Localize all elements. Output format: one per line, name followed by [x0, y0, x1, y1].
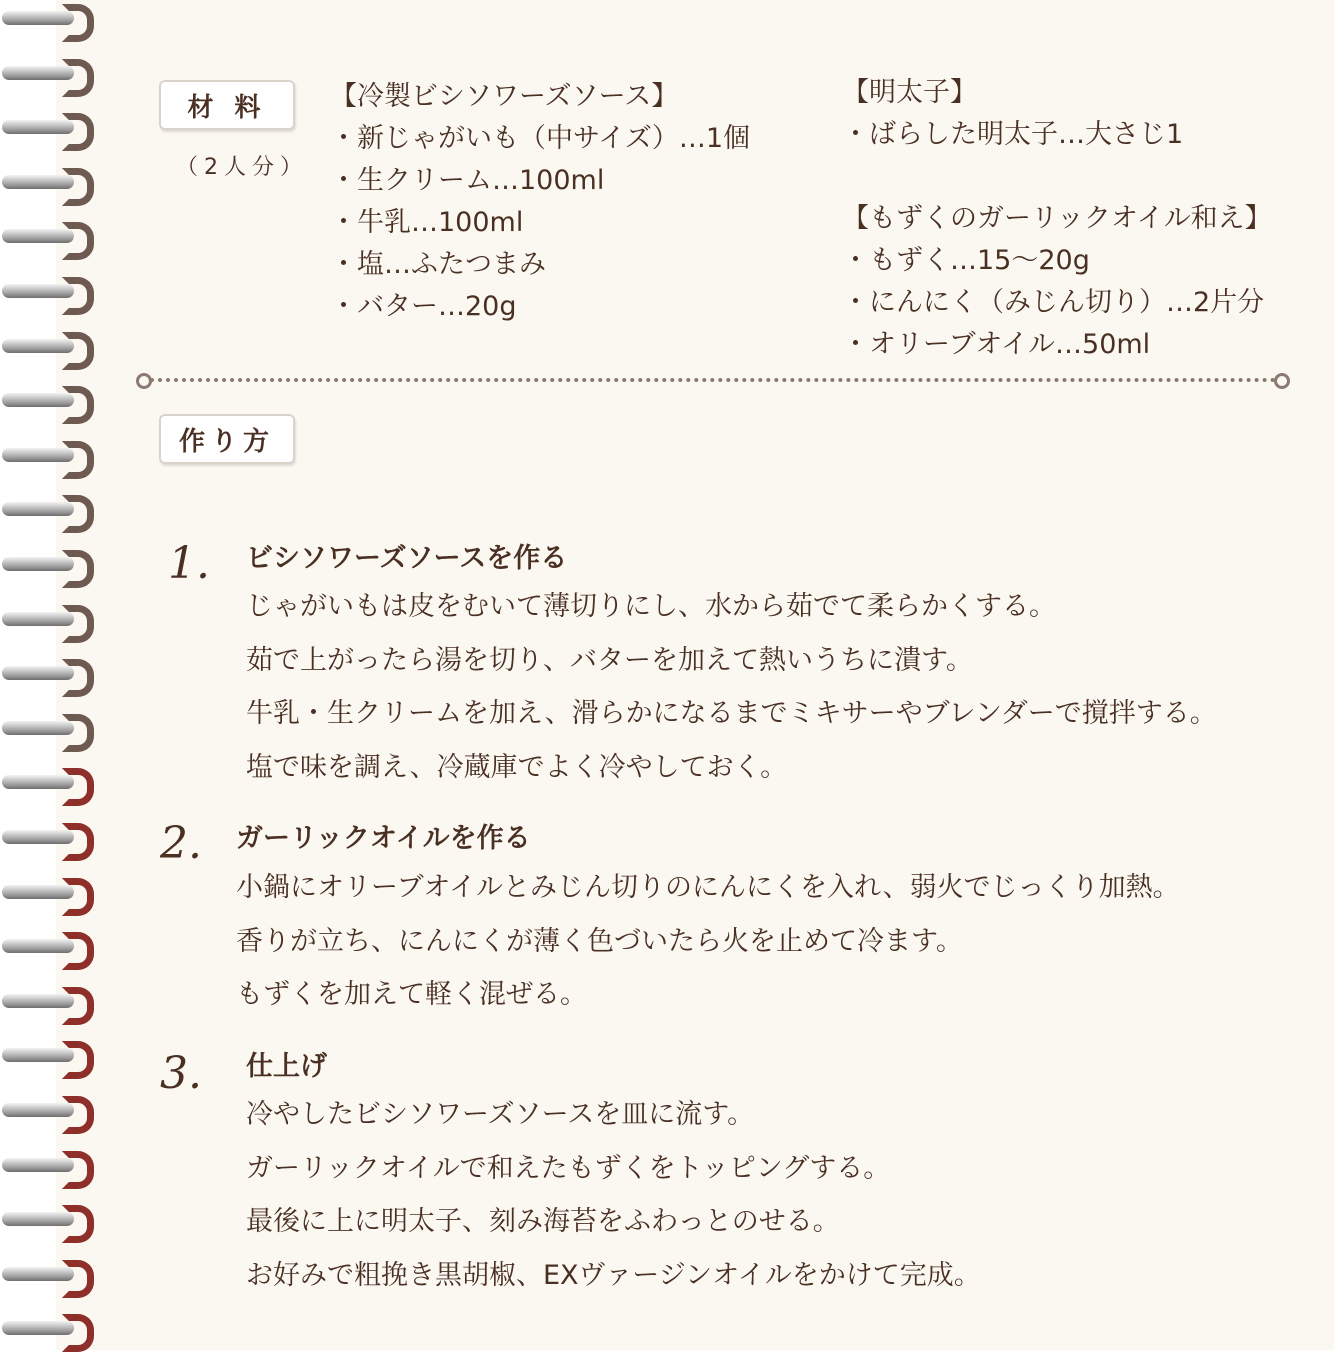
ring-hook — [62, 932, 94, 970]
step-number: 3. — [160, 1048, 202, 1099]
spiral-ring — [0, 1094, 100, 1124]
ring-hook — [62, 1205, 94, 1243]
ring-hook — [62, 332, 94, 370]
spiral-ring — [0, 275, 100, 305]
ingredient-line: ・にんにく（みじん切り）…2片分 — [842, 287, 1265, 318]
ingredient-line: ・バター…20g — [330, 291, 517, 322]
ring-hook — [62, 222, 94, 260]
ring-hook — [62, 1151, 94, 1189]
step-line: 香りが立ち、にんにくが薄く色づいたら火を止めて冷ます。 — [236, 925, 963, 957]
ring-hook — [62, 605, 94, 643]
ring-hook — [62, 168, 94, 206]
spiral-ring — [0, 1203, 100, 1233]
spiral-binding — [0, 0, 110, 1350]
ingredient-line: 【冷製ビシソワーズソース】 — [330, 81, 679, 112]
ring-hook — [62, 277, 94, 315]
spiral-ring — [0, 493, 100, 523]
servings-label: （2人分） — [176, 155, 308, 180]
ingredient-line: ・ばらした明太子…大さじ1 — [842, 119, 1184, 150]
ingredient-line: ・生クリーム…100ml — [330, 165, 605, 196]
spiral-ring — [0, 876, 100, 906]
step-line: 塩で味を調え、冷蔵庫でよく冷やしておく。 — [246, 751, 788, 783]
spiral-ring — [0, 166, 100, 196]
ingredients-left-column — [330, 76, 750, 328]
ring-hook — [62, 878, 94, 916]
spiral-ring — [0, 930, 100, 960]
spiral-ring — [0, 548, 100, 578]
ring-hook — [62, 714, 94, 752]
spiral-ring — [0, 111, 100, 141]
step-line: 最後に上に明太子、刻み海苔をふわっとのせる。 — [246, 1206, 840, 1237]
step-title: ビシソワーズソースを作る — [246, 543, 568, 574]
step-line: 茹で上がったら湯を切り、バターを加えて熱いうちに潰す。 — [246, 644, 973, 676]
spiral-ring — [0, 384, 100, 414]
ring-hook — [62, 113, 94, 151]
step-line: ガーリックオイルで和えたもずくをトッピングする。 — [246, 1152, 891, 1184]
ingredient-line: ・塩…ふたつまみ — [330, 249, 546, 280]
ring-hook — [62, 495, 94, 533]
ingredient-line: ・新じゃがいも（中サイズ）…1個 — [330, 123, 751, 154]
ingredient-line: 【もずくのガーリックオイル和え】 — [842, 203, 1272, 234]
spiral-ring — [0, 1039, 100, 1069]
step-line: 冷やしたビシソワーズソースを皿に流す。 — [246, 1099, 755, 1130]
ring-hook — [62, 659, 94, 697]
spiral-ring — [0, 821, 100, 851]
spiral-ring — [0, 439, 100, 469]
divider-dots — [150, 378, 1276, 382]
step-title: ガーリックオイルを作る — [236, 823, 531, 854]
spiral-ring — [0, 712, 100, 742]
ring-hook — [62, 1096, 94, 1134]
dotted-divider — [136, 373, 1290, 387]
ring-hook — [62, 59, 94, 97]
ingredients-right-column — [842, 72, 1272, 366]
step-number: 1. — [168, 538, 210, 589]
step-line: 牛乳・生クリームを加え、滑らかになるまでミキサーやブレンダーで撹拌する。 — [246, 698, 1217, 729]
ingredient-line: ・もずく…15〜20g — [842, 245, 1090, 276]
ring-hook — [62, 823, 94, 861]
step-line: もずくを加えて軽く混ぜる。 — [236, 979, 587, 1010]
ring-hook — [62, 768, 94, 806]
ring-hook — [62, 4, 94, 42]
divider-end-circle — [1274, 373, 1290, 389]
ring-hook — [62, 987, 94, 1025]
ring-hook — [62, 1314, 94, 1352]
spiral-ring — [0, 603, 100, 633]
spiral-ring — [0, 57, 100, 87]
ingredient-line: ・オリーブオイル…50ml — [842, 329, 1151, 360]
step-line: 小鍋にオリーブオイルとみじん切りのにんにくを入れ、弱火でじっくり加熱。 — [236, 872, 1180, 903]
step-body — [236, 861, 1180, 1022]
ring-hook — [62, 1041, 94, 1079]
spiral-ring — [0, 657, 100, 687]
spiral-ring — [0, 1312, 100, 1342]
spiral-ring — [0, 766, 100, 796]
ingredients-tag: 材 料 — [159, 80, 295, 130]
step-title: 仕上げ — [246, 1051, 327, 1082]
method-tag: 作り方 — [159, 414, 295, 464]
ring-hook — [62, 441, 94, 479]
ingredient-line: 【明太子】 — [842, 77, 977, 108]
spiral-ring — [0, 330, 100, 360]
step-line: お好みで粗挽き黒胡椒、EXヴァージンオイルをかけて完成。 — [246, 1259, 981, 1291]
spiral-ring — [0, 220, 100, 250]
ring-hook — [62, 1260, 94, 1298]
ingredient-spacer — [842, 156, 1272, 198]
step-body — [246, 580, 1217, 794]
step-number: 2. — [160, 818, 202, 869]
ring-hook — [62, 550, 94, 588]
ring-hook — [62, 386, 94, 424]
step-line: じゃがいもは皮をむいて薄切りにし、水から茹でて柔らかくする。 — [246, 591, 1056, 622]
step-body — [246, 1088, 981, 1302]
spiral-ring — [0, 2, 100, 32]
spiral-ring — [0, 985, 100, 1015]
spiral-ring — [0, 1149, 100, 1179]
spiral-ring — [0, 1258, 100, 1288]
ingredient-line: ・牛乳…100ml — [330, 207, 524, 238]
